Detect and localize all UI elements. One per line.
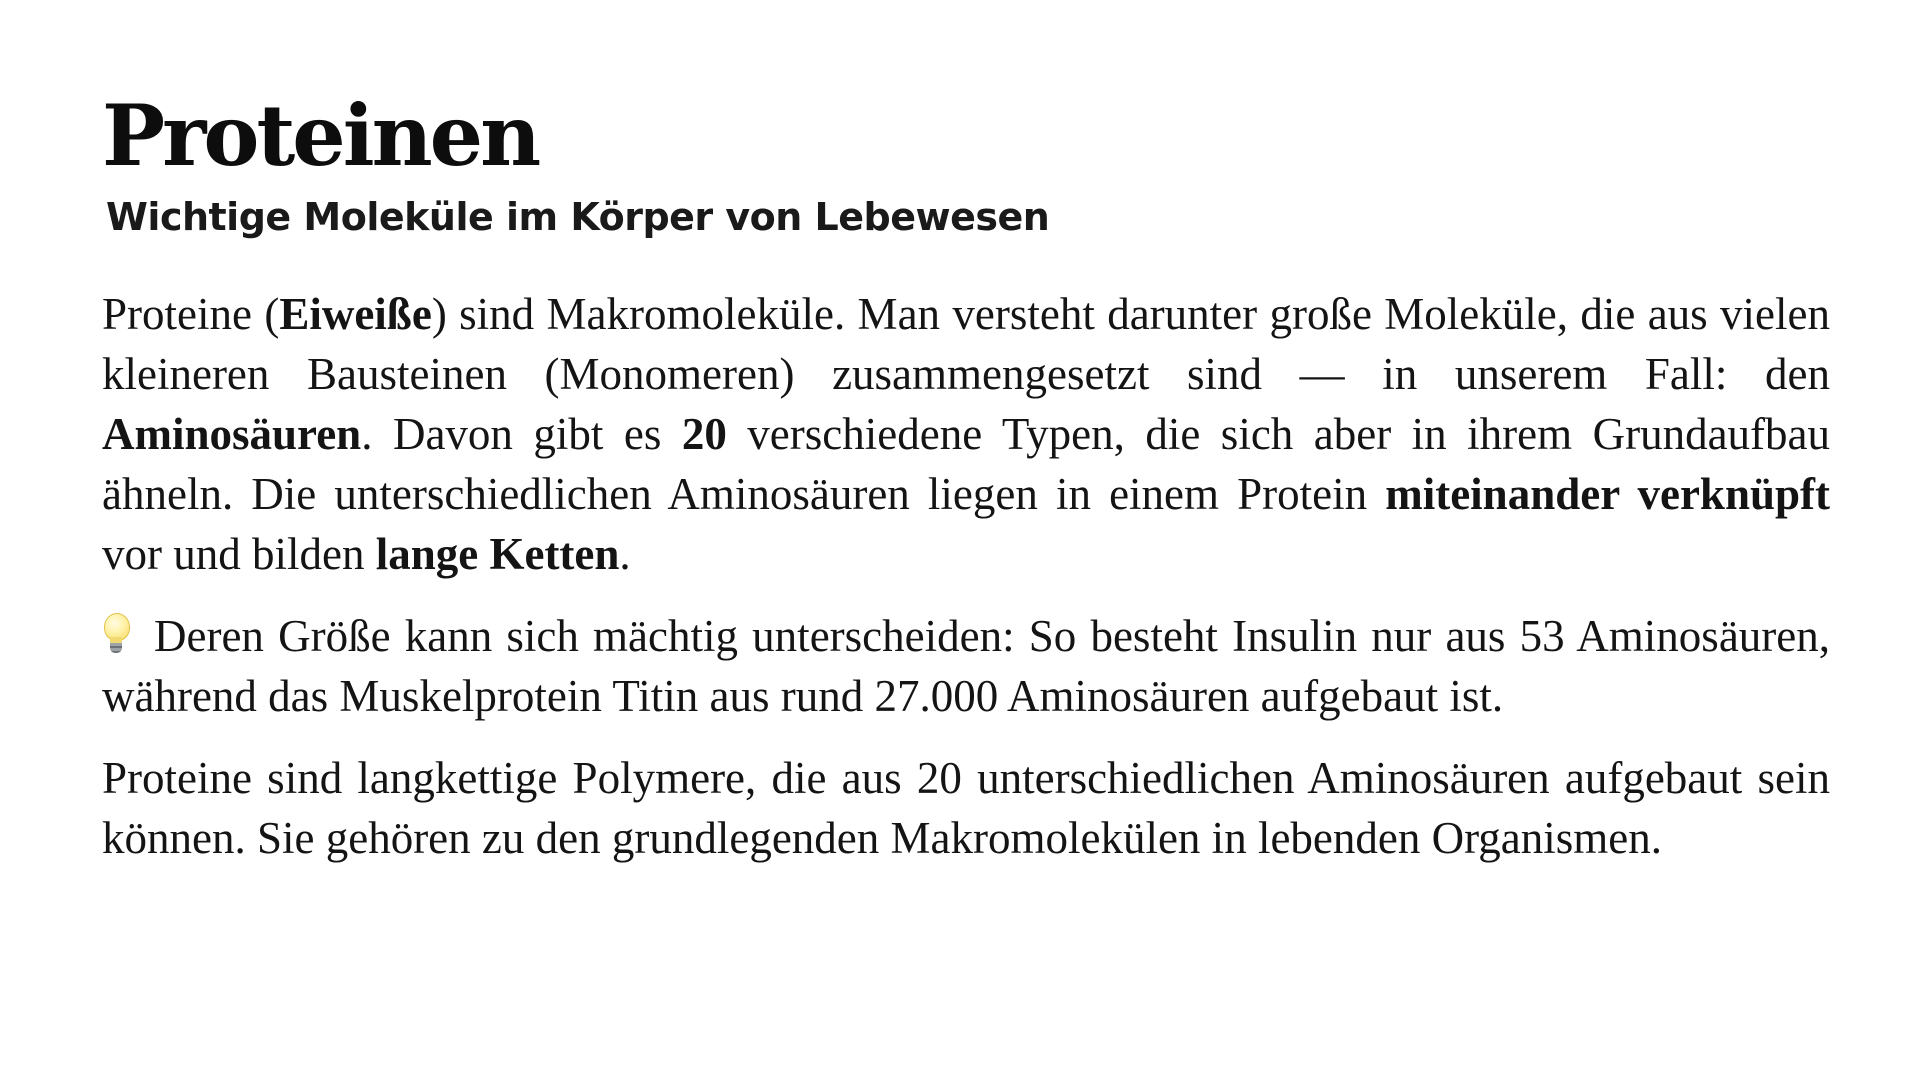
summary-paragraph: Proteine sind langkettige Polymere, die aus 20 unterschiedlichen Aminosäuren aufgebaut sein können. Sie gehören zu den grundlegenden Makromolekülen in lebenden Organismen. — [102, 753, 1830, 863]
page-title: Proteinen — [102, 86, 539, 185]
fact-paragraph — [102, 606, 1830, 726]
text-segment: . — [619, 529, 631, 579]
text-segment: ) sind Makromoleküle. Man versteht darunter große Moleküle, die aus vielen kleineren Bausteinen (Monomeren) zusammengesetzt sind — in unserem Fall: den — [102, 289, 1830, 399]
text-segment: verschiedene Typen, die sich aber in ihrem Grundaufbau ähneln. Die unterschiedlichen Aminosäuren liegen in einem Protein — [102, 409, 1830, 519]
intro-paragraph — [102, 284, 1830, 584]
text-segment: vor und bilden — [102, 529, 376, 579]
bold-number-20: 20 — [681, 409, 727, 459]
text-segment: . Davon gibt es — [361, 409, 682, 459]
bold-term-eiweisse: Eiweiße — [279, 289, 432, 339]
lightbulb-icon — [102, 613, 130, 657]
document-page — [102, 86, 1830, 868]
text-segment: Proteine ( — [102, 289, 280, 339]
bold-term-verknuepft: miteinander verknüpft — [1385, 469, 1831, 519]
bold-term-aminosaeuren: Aminosäuren — [102, 409, 362, 459]
bold-term-lange-ketten: lange Ketten — [375, 529, 620, 579]
fact-text: Deren Größe kann sich mächtig unterscheiden: So besteht Insulin nur aus 53 Aminosäuren, während das Muskelprotein Titin aus rund 27.000 Aminosäuren aufgebaut ist. — [102, 611, 1830, 721]
page-subtitle: Wichtige Moleküle im Körper von Lebewesen — [106, 195, 1050, 239]
